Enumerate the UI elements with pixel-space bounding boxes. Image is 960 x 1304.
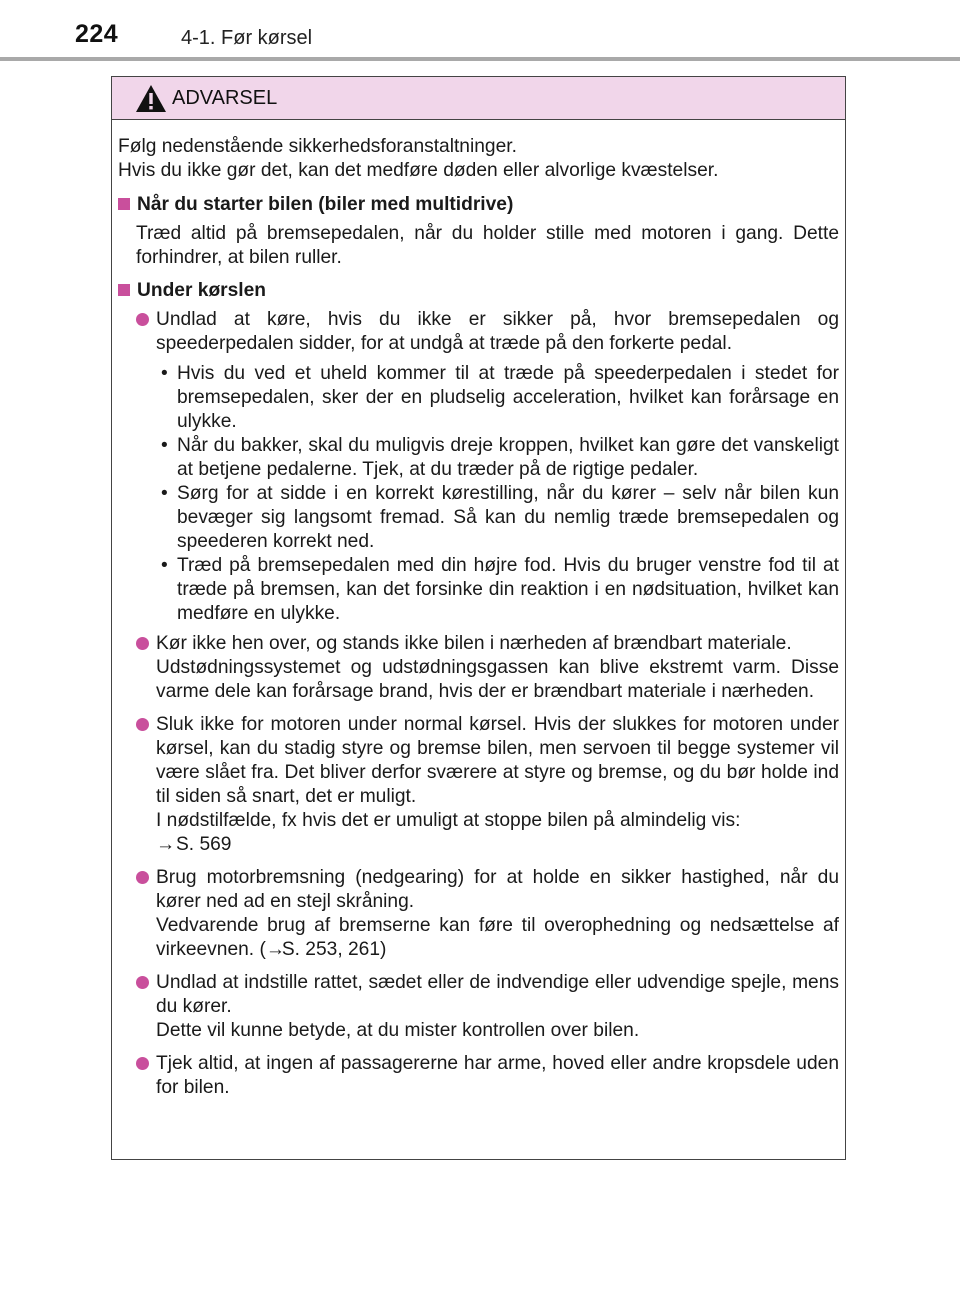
page-header [0,0,960,64]
round-bullet-icon [136,718,149,731]
subheading-driving: Under kørslen [118,279,839,303]
header-divider [0,57,960,61]
list-item: • Sørg for at sidde i en korrekt kørestilling, når du kører – selv når bilen kun bevæger sig langsomt fremad. Så kan du nemlig træde bremsepedalen og speederen korrekt ned. [161,483,839,552]
square-bullet-icon [118,284,130,296]
pedal-sublist [118,362,839,626]
warning-body [112,120,845,1100]
round-bullet-icon [136,871,149,884]
warning-title: ADVARSEL [172,87,278,109]
list-item: • Træd på bremsepedalen med din højre fod. Hvis du bruger venstre fod til at træde på bremsen, kan det forsinke din reaktion i en nødsituation, hvilket kan medføre en ulykke. [161,555,839,624]
list-item: • Når du bakker, skal du muligvis dreje kroppen, hvilket kan gøre det vanskeligt at betjene pedalerne. Tjek, at du træder på de rigtige pedaler. [161,435,839,480]
subheading-start: Når du starter bilen (biler med multidrive) [118,193,839,217]
arrow-right-icon: → [156,834,176,855]
list-item: • Hvis du ved et uheld kommer til at træde på speederpedalen i stedet for bremsepedalen, sker der en pludselig acceleration, hvilket kan forårsage en ulykke. [161,363,839,432]
round-bullet-icon [136,1057,149,1070]
round-bullet-icon [136,313,149,326]
intro-line: Hvis du ikke gør det, kan det medføre døden eller alvorlige kvæstelser. [118,160,719,181]
warning-box [111,76,846,1160]
warning-intro [118,135,839,183]
page-number: 224 [75,20,119,48]
arrow-right-icon: → [265,939,286,960]
square-bullet-icon [118,198,130,210]
warning-triangle-icon [135,84,167,113]
round-bullet-icon [136,637,149,650]
section-title: 4-1. Før kørsel [181,27,313,49]
bullet-engine-braking: Brug motorbremsning (nedgearing) for at holde en sikker hastighed, når du kører ned ad en stejl skråning. Vedvarende brug af bremserne kan føre til overophedning og nedsættelse af virkeevnen. (→S. 253, 261) [118,866,839,962]
start-text: Træd altid på bremsepedalen, når du holder stille med motoren i gang. Dette forhindrer, at bilen ruller. [136,223,839,268]
bullet-flammable: Kør ikke hen over, og stands ikke bilen i nærheden af brændbart materiale. Udstødningssystemet og udstødningsgassen kan blive ekstremt varm. Disse varme dele kan forårsage brand, hvis der er brændbart materiale i nærheden. [118,632,839,704]
round-bullet-icon [136,976,149,989]
bullet-engine-off: Sluk ikke for motoren under normal kørsel. Hvis der slukkes for motoren under kørsel, kan du stadig styre og bremse bilen, men servoen til begge systemer vil være slået fra. Det bliver derfor sværere at styre og bremse, og du bør holde ind til siden så snart, det er muligt. I nødstilfælde, fx hvis det er umuligt at stoppe bilen på almindelig vis: →S. 569 [118,713,839,857]
intro-line: Følg nedenstående sikkerhedsforanstaltninger. [118,136,517,157]
bullet-passengers: Tjek altid, at ingen af passagererne har arme, hoved eller andre kropsdele uden for bilen. [118,1052,839,1100]
bullet-adjust: Undlad at indstille rattet, sædet eller de indvendige eller udvendige spejle, mens du kører. Dette vil kunne betyde, at du mister kontrollen over bilen. [118,971,839,1043]
warning-header [112,77,845,120]
bullet-pedals: Undlad at køre, hvis du ikke er sikker på, hvor bremsepedalen og speederpedalen sidder, for at undgå at træde på den forkerte pedal. [118,308,839,356]
page-reference: →S. 569 [156,834,232,855]
